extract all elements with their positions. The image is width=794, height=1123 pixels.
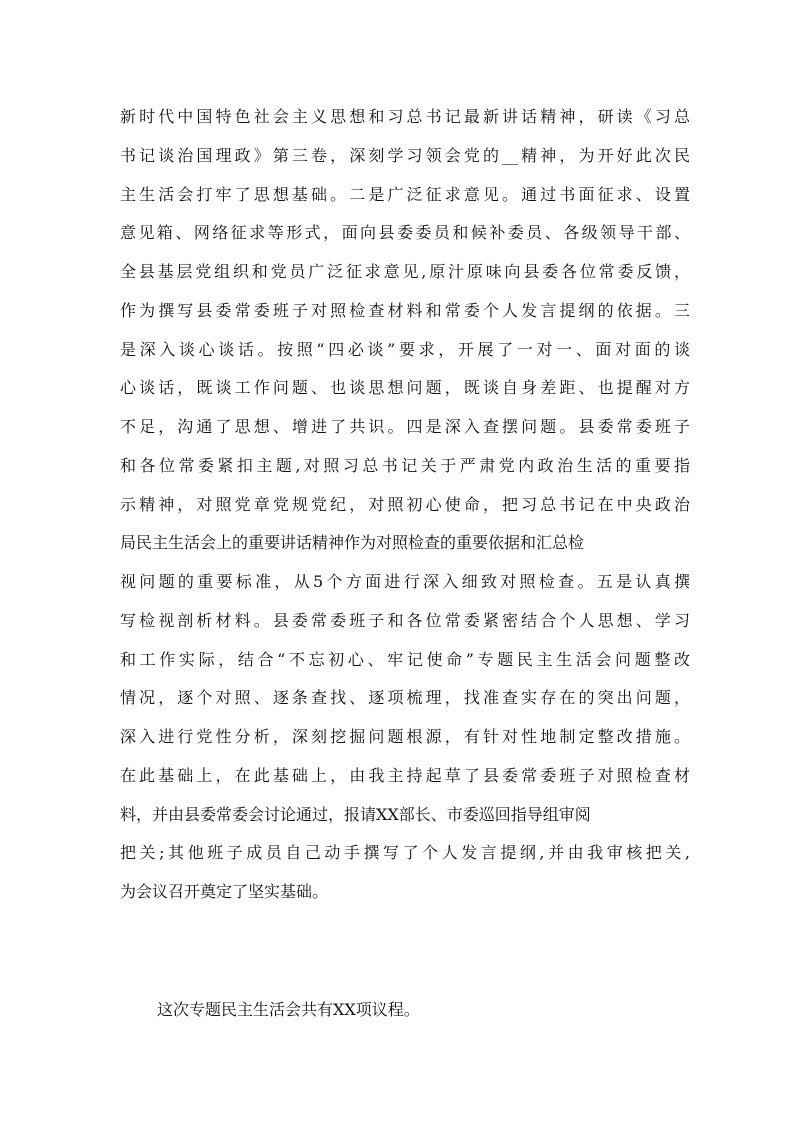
paragraph-line: 不足，沟通了思想、增进了共识。四是深入查摆问题。县委常委班子 — [120, 417, 690, 436]
paragraph-line: 视问题的重要标准，从5个方面进行深入细致对照检查。五是认真撰 — [120, 572, 690, 591]
paragraph-line: 局民主生活会上的重要讲话精神作为对照检查的重要依据和汇总检 — [120, 533, 585, 553]
paragraph-line: 是深入谈心谈话。按照“四必谈”要求，开展了一对一、面对面的谈 — [120, 339, 690, 359]
paragraph-line: 书记谈治国理政》第三卷，深刻学习领会党的__精神，为开好此次民 — [120, 145, 690, 165]
paragraph-line: 情况，逐个对照、逐条查找、逐项梳理，找准查实存在的突出问题， — [120, 688, 690, 708]
paragraph-line: 为会议召开奠定了坚实基础。 — [120, 882, 329, 901]
paragraph-line: 和各位常委紧扣主题,对照习总书记关于严肃党内政治生活的重要指 — [120, 455, 690, 475]
paragraph-line: 写检视剖析材料。县委常委班子和各位常委紧密结合个人思想、学习 — [120, 610, 690, 630]
paragraph-line: 和工作实际，结合“不忘初心、牢记使命”专题民主生活会问题整改 — [120, 649, 690, 669]
paragraph-line: 意见箱、网络征求等形式，面向县委委员和候补委员、各级领导干部、 — [120, 223, 690, 243]
paragraph-line: 料，并由县委常委会讨论通过，报请XX部长、市委巡回指导组审阅 — [120, 804, 591, 824]
paragraph-line: 深入进行党性分析，深刻挖掘问题根源，有针对性地制定整改措施。 — [120, 727, 690, 746]
paragraph-line: 全县基层党组织和党员广泛征求意见,原汁原味向县委各位常委反馈， — [120, 262, 690, 281]
paragraph-line: 主生活会打牢了思想基础。二是广泛征求意见。通过书面征求、设置 — [120, 184, 690, 204]
closing-paragraph: 这次专题民主生活会共有XX项议程。 — [157, 1000, 420, 1019]
paragraph-line: 心谈话，既谈工作问题、也谈思想问题，既谈自身差距、也提醒对方 — [120, 378, 690, 398]
body-paragraph — [120, 98, 690, 912]
paragraph-line: 作为撰写县委常委班子对照检查材料和常委个人发言提纲的依据。三 — [120, 300, 690, 320]
paragraph-line: 示精神，对照党章党规党纪，对照初心使命，把习总书记在中央政治 — [120, 494, 690, 514]
paragraph-line: 把关;其他班子成员自己动手撰写了个人发言提纲,并由我审核把关, — [120, 843, 690, 863]
paragraph-line: 在此基础上，在此基础上，由我主持起草了县委常委班子对照检查材 — [120, 765, 690, 785]
paragraph-line: 新时代中国特色社会主义思想和习总书记最新讲话精神，研读《习总 — [120, 107, 690, 126]
